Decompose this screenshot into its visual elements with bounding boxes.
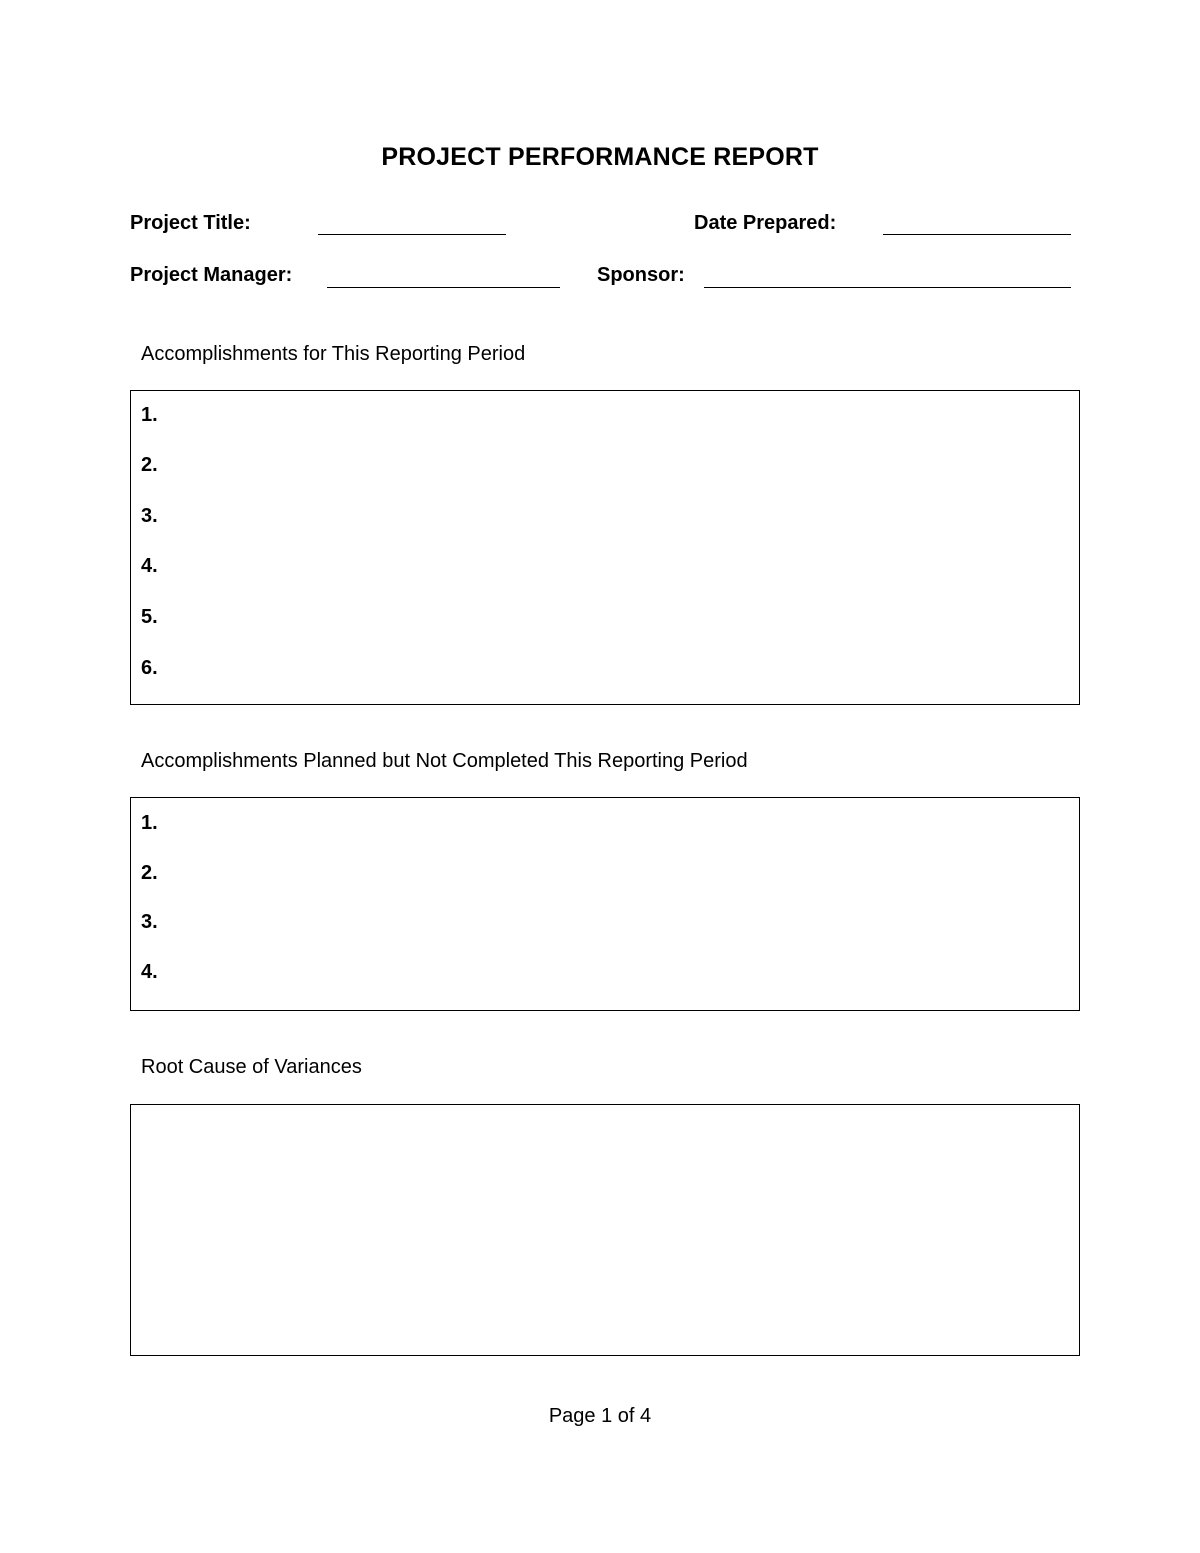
list-item: 1. [141,812,158,834]
project-title-label: Project Title: [130,212,251,234]
page-title: PROJECT PERFORMANCE REPORT [381,143,819,171]
list-item: 3. [141,505,158,527]
list-item: 1. [141,404,158,426]
list-item: 4. [141,555,158,577]
date-prepared-field[interactable] [883,234,1071,235]
sponsor-label: Sponsor: [597,264,685,286]
list-item: 3. [141,911,158,933]
accomplishments-section-label: Accomplishments for This Reporting Period [141,343,526,365]
list-item: 2. [141,862,158,884]
list-item: 6. [141,657,158,679]
project-title-field[interactable] [318,234,506,235]
not-completed-section-label: Accomplishments Planned but Not Completed This Reporting Period [141,750,748,772]
list-item: 2. [141,454,158,476]
page-number: Page 1 of 4 [548,1405,652,1427]
date-prepared-label: Date Prepared: [694,212,837,234]
root-cause-box[interactable] [130,1104,1080,1356]
root-cause-section-label: Root Cause of Variances [141,1056,362,1078]
project-manager-field[interactable] [327,287,560,288]
list-item: 4. [141,961,158,983]
sponsor-field[interactable] [704,287,1071,288]
not-completed-box[interactable] [130,797,1080,1011]
project-manager-label: Project Manager: [130,264,293,286]
accomplishments-box[interactable] [130,390,1080,705]
list-item: 5. [141,606,158,628]
